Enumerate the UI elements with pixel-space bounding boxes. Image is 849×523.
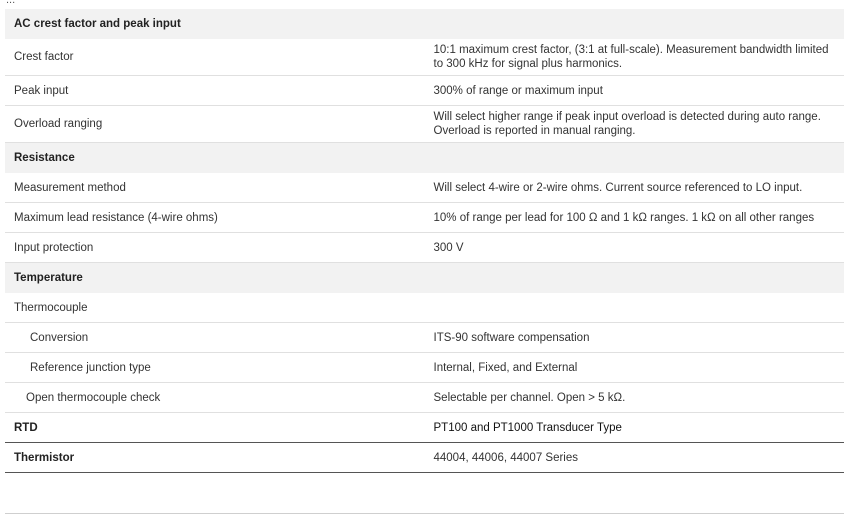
spec-label: Reference junction type xyxy=(5,353,425,383)
table-row xyxy=(5,323,844,353)
section-title: Resistance xyxy=(5,143,844,174)
table-row xyxy=(5,39,844,76)
spec-value: 300% of range or maximum input xyxy=(425,76,845,106)
table-row xyxy=(5,173,844,203)
spec-label: RTD xyxy=(5,413,425,443)
bottom-divider xyxy=(5,513,844,514)
spec-value: ITS-90 software compensation xyxy=(425,323,845,353)
section-header-temperature xyxy=(5,263,844,294)
table-row xyxy=(5,293,844,323)
clipped-top-text: ... xyxy=(6,0,16,6)
spec-value xyxy=(425,293,845,323)
section-title: AC crest factor and peak input xyxy=(5,9,844,39)
table-row xyxy=(5,383,844,413)
table-row-rtd xyxy=(5,413,844,443)
table-row xyxy=(5,76,844,106)
specifications-table xyxy=(5,9,844,473)
spec-label: Crest factor xyxy=(5,39,425,76)
table-row-thermistor xyxy=(5,443,844,473)
spec-label: Maximum lead resistance (4-wire ohms) xyxy=(5,203,425,233)
spec-label: Conversion xyxy=(5,323,425,353)
spec-label: Open thermocouple check xyxy=(5,383,425,413)
spec-value: 44004, 44006, 44007 Series xyxy=(425,443,845,473)
table-row xyxy=(5,203,844,233)
table-row xyxy=(5,353,844,383)
spec-label: Thermocouple xyxy=(5,293,425,323)
spec-value: Internal, Fixed, and External xyxy=(425,353,845,383)
table-row xyxy=(5,106,844,143)
spec-label: Overload ranging xyxy=(5,106,425,143)
spec-value: PT100 and PT1000 Transducer Type xyxy=(425,413,845,443)
spec-value: 10:1 maximum crest factor, (3:1 at full-scale). Measurement bandwidth limited to 300 kHz for signal plus harmonics. xyxy=(425,39,845,76)
spec-value: Selectable per channel. Open > 5 kΩ. xyxy=(425,383,845,413)
table-row xyxy=(5,233,844,263)
spec-label: Measurement method xyxy=(5,173,425,203)
spec-value: 300 V xyxy=(425,233,845,263)
spec-value: Will select higher range if peak input overload is detected during auto range. Overload is reported in manual ranging. xyxy=(425,106,845,143)
section-header-resistance xyxy=(5,143,844,174)
spec-value: 10% of range per lead for 100 Ω and 1 kΩ ranges. 1 kΩ on all other ranges xyxy=(425,203,845,233)
section-header-ac xyxy=(5,9,844,39)
spec-value: Will select 4-wire or 2-wire ohms. Current source referenced to LO input. xyxy=(425,173,845,203)
section-title: Temperature xyxy=(5,263,844,294)
spec-label: Input protection xyxy=(5,233,425,263)
spec-label: Thermistor xyxy=(5,443,425,473)
spec-label: Peak input xyxy=(5,76,425,106)
